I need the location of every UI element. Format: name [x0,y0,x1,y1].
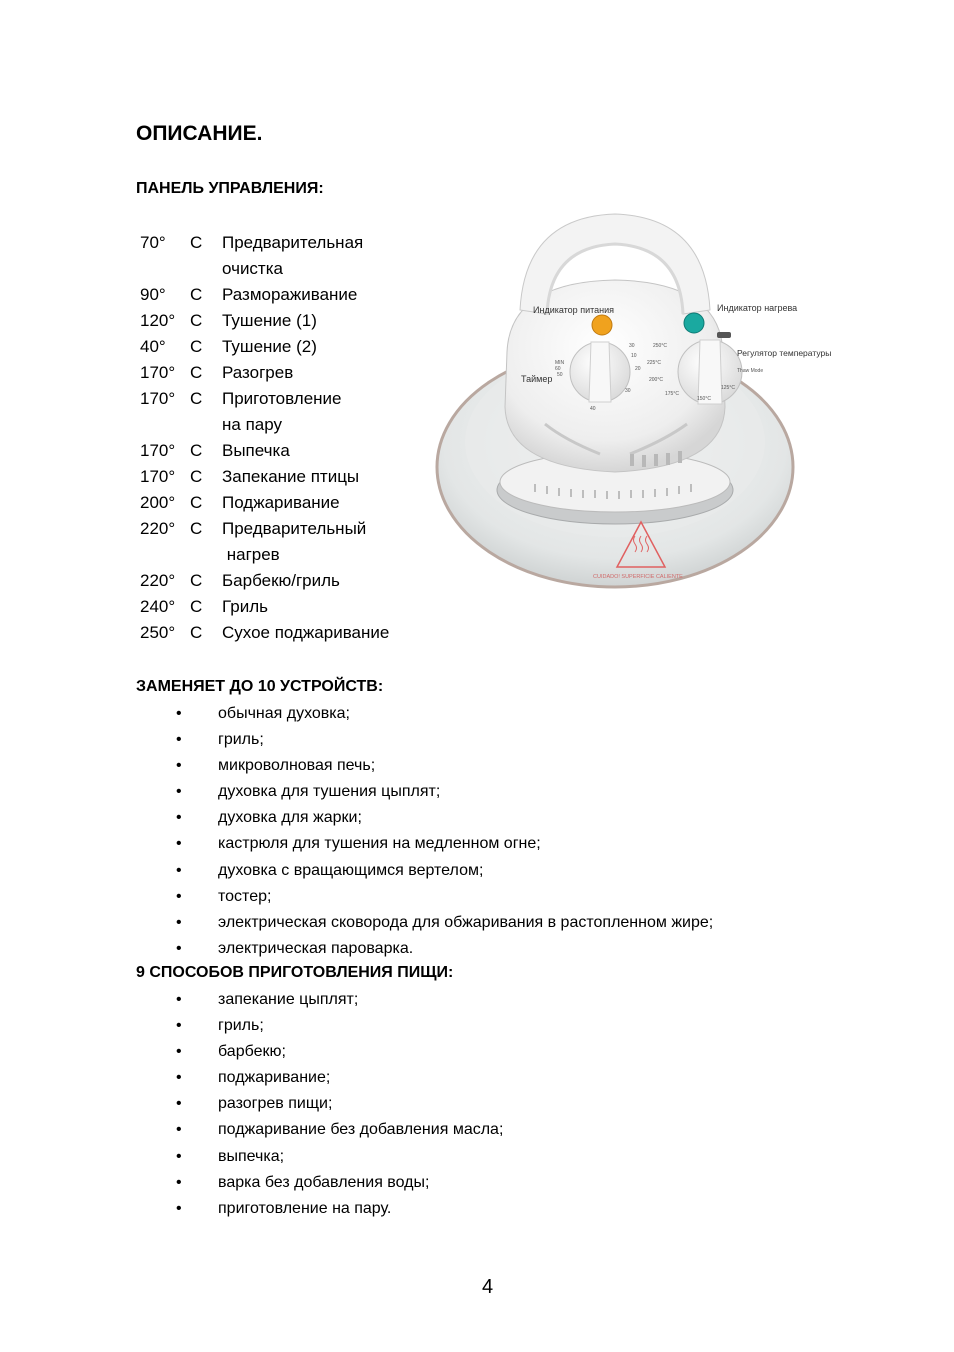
heat-indicator-label: Индикатор нагрева [717,303,798,313]
temp-unit: C [190,441,203,460]
temp-mark: 125°C [721,385,735,391]
mode-label: Гриль [222,597,268,616]
temp-row [140,386,430,412]
temp-value: 70° [140,233,166,252]
mode-label-cont: очистка [222,259,283,278]
list-item-text: микроволновая печь; [218,757,376,775]
list-item-text: запекание цыплят; [218,991,359,1008]
list-item-text: духовка для жарки; [218,809,362,827]
list-item-text: электрическая пароварка. [218,939,414,957]
temp-unit: C [190,493,203,512]
bullet: • [176,939,182,957]
temp-value: 120° [140,311,176,330]
timer-mark: 20 [635,366,641,372]
list-item-text: кастрюля для тушения на медленном огне; [218,835,541,853]
timer-mark: 30 [629,343,635,349]
bullet: • [176,809,182,827]
bullet: • [176,705,182,722]
bullet: • [176,1017,182,1035]
temp-value: 40° [140,337,166,356]
temp-unit: C [190,519,203,538]
temp-unit: C [190,233,203,252]
bullet: • [176,887,182,905]
temp-row-cont [140,542,430,568]
temp-row [140,230,430,256]
temp-mark: 150°C [697,396,711,402]
temp-row [140,334,430,360]
temp-value: 170° [140,363,176,382]
page-number: 4 [482,1276,494,1298]
timer-mark: MIN [555,360,565,366]
timer-mark: 60 [555,366,561,372]
bullet: • [176,913,182,931]
list-item-text: гриль; [218,1017,264,1035]
list-item-text: разогрев пищи; [218,1095,333,1113]
mode-label: Выпечка [222,441,290,460]
temp-unit: C [190,623,203,642]
list-item-text: тостер; [218,887,272,905]
temp-row [140,282,430,308]
bullet: • [176,991,182,1008]
list-item-text: поджаривание без добавления масла; [218,1121,504,1139]
temp-row [140,360,430,386]
mode-label: Разогрев [222,363,294,382]
temp-value: 90° [140,285,166,304]
list-item-text: варка без добавления воды; [218,1173,430,1191]
temp-mark: 175°C [665,391,679,397]
temp-row [140,594,430,620]
replaces-heading: ЗАМЕНЯЕТ ДО 10 УСТРОЙСТВ: [136,678,384,695]
thermostat-label: Регулятор температуры [737,348,832,358]
temp-mark: 225°C [647,360,661,366]
timer-label: Таймер [521,374,553,384]
temp-unit: C [190,389,203,408]
list-item-text: духовка для тушения цыплят; [218,783,441,801]
mode-label: Предварительный [222,519,367,538]
mode-label: Сухое поджаривание [222,623,390,642]
temperature-table [140,230,430,646]
temp-value: 240° [140,597,176,616]
bullet: • [176,1095,182,1113]
temp-unit: C [190,311,203,330]
warning-text: CUIDADO! SUPERFICIE CALIENTE [593,574,683,580]
page-title: ОПИСАНИЕ. [136,122,263,145]
list-item-text: обычная духовка; [218,705,350,722]
bullet: • [176,1173,182,1191]
control-panel-heading: ПАНЕЛЬ УПРАВЛЕНИЯ: [136,180,324,197]
mode-label: Поджаривание [222,493,340,512]
temp-unit: C [190,597,203,616]
timer-mark: 10 [631,353,637,359]
temp-value: 200° [140,493,176,512]
temp-unit: C [190,467,203,486]
temp-unit: C [190,285,203,304]
bullet: • [176,757,182,775]
bullet: • [176,1121,182,1139]
bullet: • [176,835,182,853]
halogen-oven-photo [425,192,832,610]
temp-unit: C [190,337,203,356]
list-item-text: духовка с вращающимся вертелом; [218,861,484,879]
mode-label: Тушение (2) [222,337,317,356]
temp-row-cont [140,256,430,282]
mode-label-cont: на пару [222,415,282,434]
timer-mark: 40 [590,406,596,412]
bullet: • [176,783,182,801]
timer-mark: 50 [557,372,563,378]
temp-row [140,464,430,490]
list-item-text: гриль; [218,731,264,749]
list-item-text: приготовление на пару. [218,1199,392,1217]
temp-row [140,620,430,646]
list-item-text: барбекю; [218,1043,286,1061]
mode-label: Тушение (1) [222,311,317,330]
bullet: • [176,1043,182,1061]
temp-mark: 250°C [653,343,667,349]
temp-value: 170° [140,467,176,486]
list-item-text: поджаривание; [218,1069,331,1087]
mode-label: Предварительная [222,233,364,252]
temp-row [140,568,430,594]
temp-row [140,516,430,542]
list-item-text: выпечка; [218,1147,285,1165]
temp-unit: C [190,571,203,590]
temp-row [140,308,430,334]
timer-mark: 30 [625,388,631,394]
bullet: • [176,1147,182,1165]
temp-value: 170° [140,441,176,460]
temp-value: 250° [140,623,176,642]
list-item-text: электрическая сковорода для обжаривания в растопленном жире; [218,913,714,931]
temp-row [140,490,430,516]
bullet: • [176,1069,182,1087]
temp-value: 220° [140,571,176,590]
temp-mark: 200°C [649,377,663,383]
bullet: • [176,861,182,879]
mode-label: Приготовление [222,389,342,408]
temp-row-cont [140,412,430,438]
temp-unit: C [190,363,203,382]
power-indicator-label: Индикатор питания [533,305,614,315]
temp-value: 170° [140,389,176,408]
temp-row [140,438,430,464]
bullet: • [176,731,182,749]
mode-label: Размораживание [222,285,358,304]
bullet: • [176,1199,182,1217]
temp-value: 220° [140,519,176,538]
mode-label: Барбекю/гриль [222,571,340,590]
methods-heading: 9 СПОСОБОВ ПРИГОТОВЛЕНИЯ ПИЩИ: [136,964,454,981]
temp-mark: Thaw Mode [737,368,764,374]
mode-label-cont: нагрев [222,545,280,564]
mode-label: Запекание птицы [222,467,360,486]
